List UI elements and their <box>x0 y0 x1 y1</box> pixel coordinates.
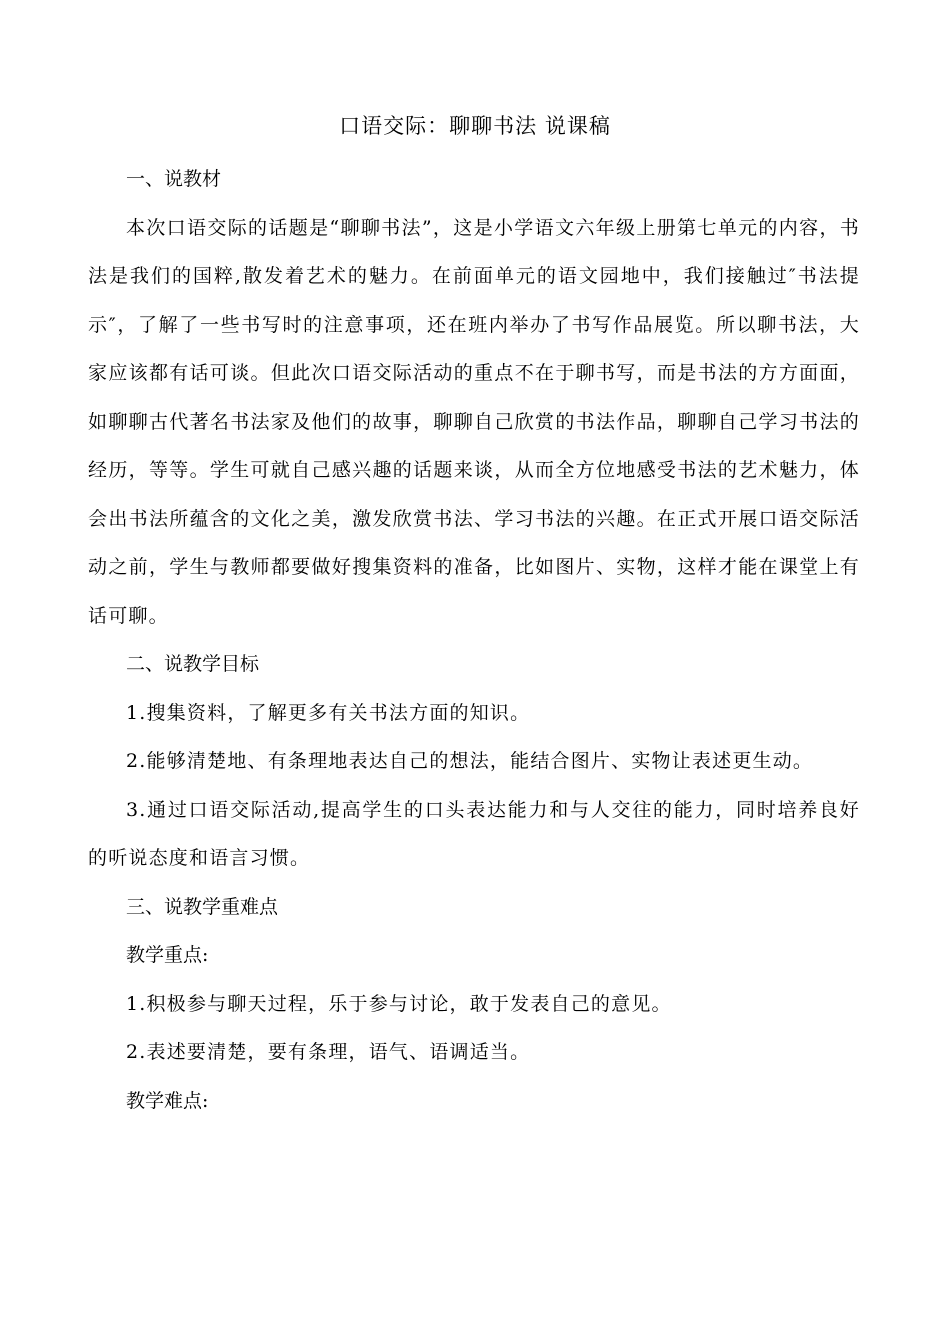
document-body <box>88 155 860 1125</box>
objective-item: 2.能够清楚地、有条理地表达自己的想法，能结合图片、实物让表述更生动。 <box>126 750 814 772</box>
section-heading-textbook: 一、说教材 <box>126 168 222 190</box>
focus-label: 教学重点: <box>126 944 209 966</box>
document-title: 口语交际：聊聊书法 说课稿 <box>339 114 611 138</box>
textbook-paragraph: 本次口语交际的话题是“聊聊书法”，这是小学语文六年级上册第七单元的内容，书法是我们的国粹,散发着艺术的魅力。在前面单元的语文园地中，我们接触过″书法提示″，了解了一些书写时的注意事项，还在班内举办了书写作品展览。所以聊书法，大家应该都有话可谈。但此次口语交际活动的重点不在于聊书写，而是书法的方方面面，如聊聊古代著名书法家及他们的故事，聊聊自己欣赏的书法作品，聊聊自己学习书法的经历，等等。学生可就自己感兴趣的话题来谈，从而全方位地感受书法的艺术魅力，体会出书法所蕴含的文化之美，激发欣赏书法、学习书法的兴趣。在正式开展口语交际活动之前，学生与教师都要做好搜集资料的准备，比如图片、实物，这样才能在课堂上有话可聊。 <box>88 216 860 627</box>
objective-item: 3.通过口语交际活动,提高学生的口头表达能力和与人交往的能力，同时培养良好的听说态度和语言习惯。 <box>88 798 860 869</box>
focus-item: 1.积极参与聊天过程，乐于参与讨论，敢于发表自己的意见。 <box>126 992 672 1015</box>
objective-item: 1.搜集资料，了解更多有关书法方面的知识。 <box>126 701 531 724</box>
section-heading-objectives: 二、说教学目标 <box>126 653 260 675</box>
difficulty-label: 教学难点: <box>126 1089 209 1112</box>
focus-item: 2.表述要清楚，要有条理，语气、语调适当。 <box>126 1041 531 1063</box>
section-heading-key-points: 三、说教学重难点 <box>126 895 279 918</box>
